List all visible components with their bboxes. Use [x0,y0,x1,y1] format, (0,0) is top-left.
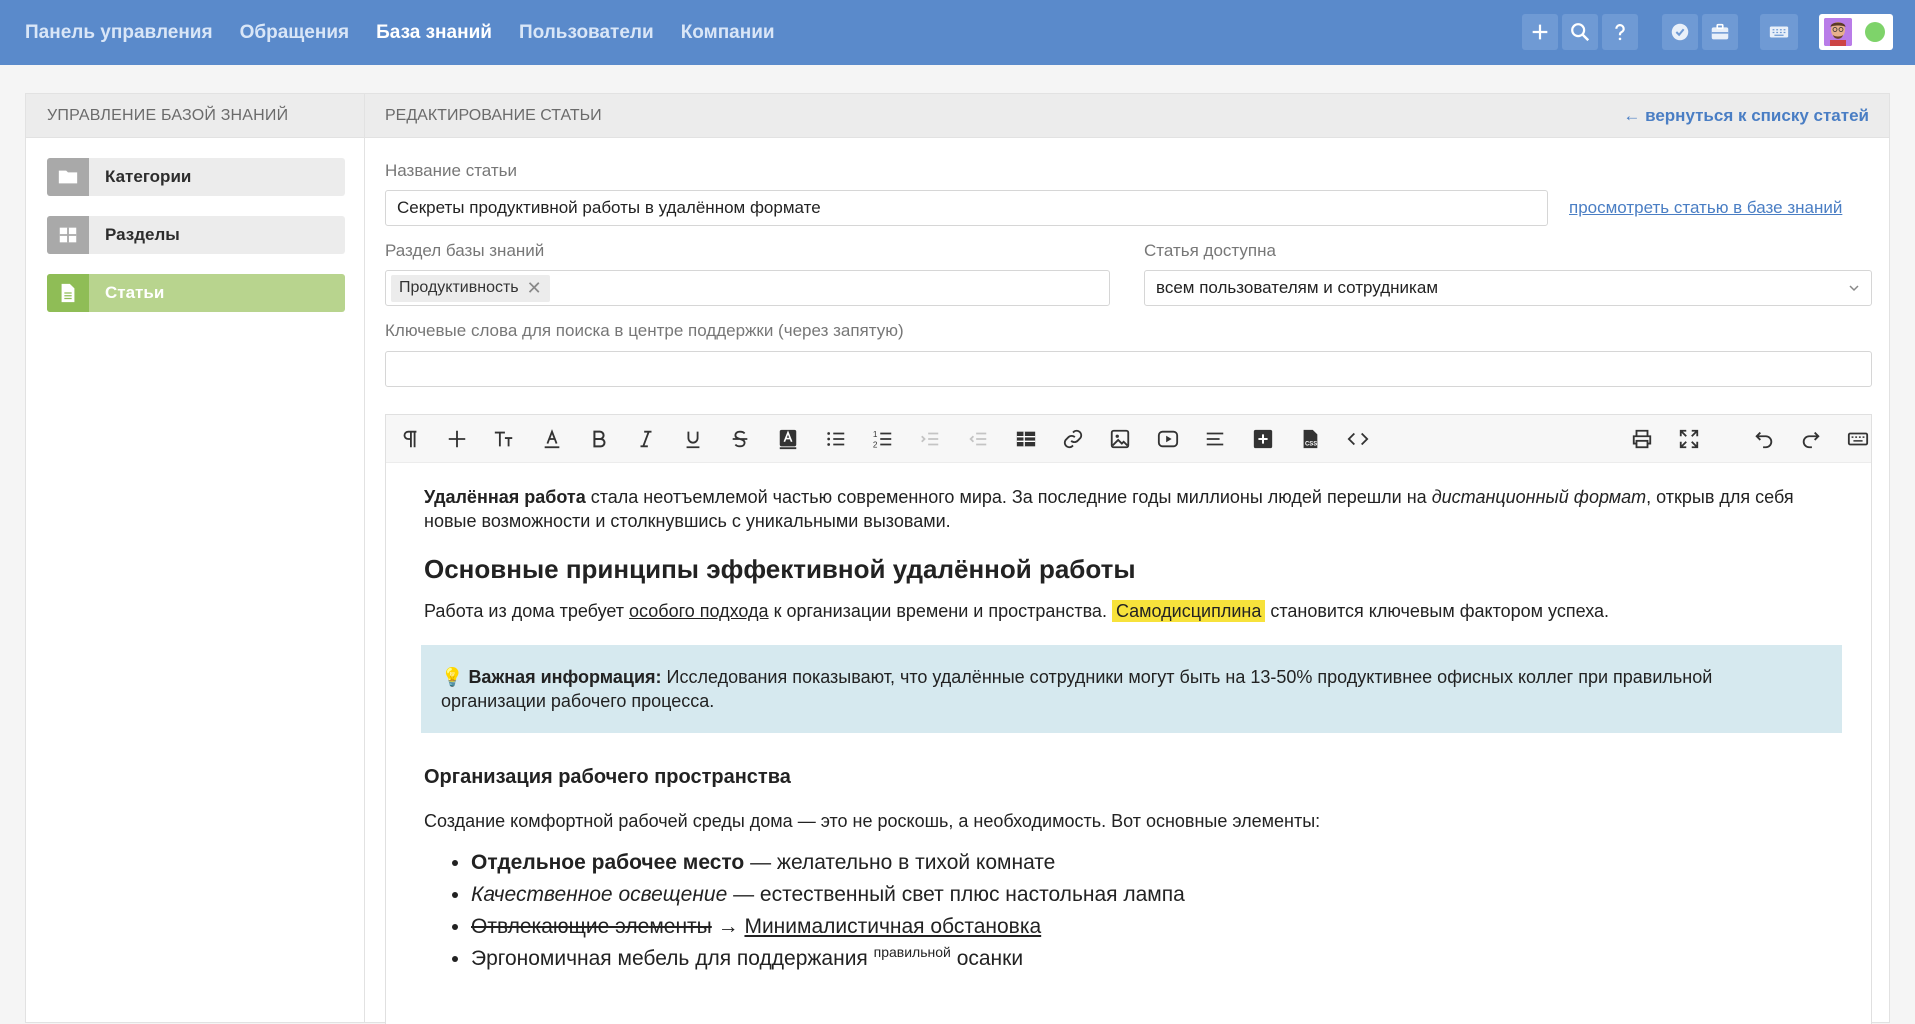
access-select-value: всем пользователям и сотрудникам [1156,278,1439,297]
grid-icon [57,224,79,246]
numbered-list-icon [872,428,894,450]
folder-icon [57,166,79,188]
underline-icon [682,428,704,450]
code-icon [1347,428,1369,450]
redo-icon [1800,428,1822,450]
keyboard-icon [1847,428,1869,450]
intro-paragraph: Удалённая работа стала неотъемлемой частью современного мира. За последние годы миллионы людей перешли на дистанционный формат, открыв для себя новые возможности и столкнувшись с уникальными вызовами. [424,487,1794,531]
sidebar-title: УПРАВЛЕНИЕ БАЗОЙ ЗНАНИЙ [26,94,364,138]
add-button[interactable] [1522,14,1558,50]
align-left-icon [1204,428,1226,450]
insert-block-button[interactable] [1247,423,1279,455]
article-title-input[interactable]: Секреты продуктивной работы в удалённом формате [385,190,1548,226]
code-button[interactable] [1342,423,1374,455]
article-heading: Основные принципы эффективной удалённой работы [424,554,1136,584]
image-icon [1109,428,1131,450]
print-button[interactable] [1626,423,1658,455]
undo-button[interactable] [1748,423,1780,455]
nav-tickets[interactable]: Обращения [239,21,350,43]
editor-toolbar [386,415,1871,463]
keywords-label: Ключевые слова для поиска в центре поддержки (через запятую) [385,321,904,340]
font-size-button[interactable] [488,423,520,455]
sidebar-item-articles[interactable] [47,274,345,312]
outdent-icon [967,428,989,450]
video-button[interactable] [1152,423,1184,455]
css-icon [1299,428,1321,450]
list-item: • Отдельное рабочее место — желательно в тихой комнате [471,847,1839,879]
chevron-down-icon [1847,281,1861,295]
document-icon [58,282,78,304]
sidebar-item-label: Статьи [105,283,165,302]
italic-icon [635,428,657,450]
workspace-heading: Организация рабочего пространства [424,766,791,788]
keyboard-shortcuts-button[interactable] [1842,423,1874,455]
view-article-link[interactable]: просмотреть статью в базе знаний [1569,198,1843,217]
text-background-icon [777,428,799,450]
align-button[interactable] [1199,423,1231,455]
font-color-button[interactable] [536,423,568,455]
table-icon [1015,428,1037,450]
nav-dashboard[interactable]: Панель управления [25,21,213,43]
sidebar-item-label: Категории [105,167,192,186]
elements-list [471,847,1839,975]
top-navigation-bar [0,0,1915,65]
strikethrough-icon [729,428,751,450]
back-to-articles-link[interactable]: ← вернуться к списку статей [1623,106,1869,125]
nav-knowledge-base[interactable]: База знаний [376,21,492,43]
kb-management-panel [25,93,364,1023]
nav-companies[interactable]: Компании [680,21,775,43]
underline-button[interactable] [677,423,709,455]
highlighted-text: Самодисциплина [1112,600,1265,622]
link-button[interactable] [1057,423,1089,455]
principles-paragraph: Работа из дома требует особого подхода к организации времени и пространства. Самодисциплина становится ключевым фактором успеха. [424,601,1610,621]
bold-icon [588,428,610,450]
svg-text:1: 1 [872,430,878,440]
info-callout: 💡 Важная информация: Исследования показывают, что удалённые сотрудники могут быть на 13-50% продуктивнее офисных коллег при правильной организации рабочего процесса. [421,645,1842,733]
svg-text:2: 2 [872,440,878,450]
user-avatar-icon [1824,18,1852,46]
svg-text:CSS: CSS [1304,441,1318,448]
plus-icon [446,428,468,450]
help-icon [1609,21,1631,43]
article-edit-panel [364,93,1890,1023]
help-button[interactable] [1602,14,1638,50]
keywords-input[interactable] [385,351,1872,387]
kb-section-label: Раздел базы знаний [385,241,545,260]
print-icon [1631,428,1653,450]
list-item: • Отвлекающие элементы → Минималистичная обстановка [471,911,1839,943]
online-status-indicator [1865,22,1885,42]
access-select[interactable] [1144,270,1872,306]
workspace-paragraph: Создание комфортной рабочей среды дома — это не роскошь, а необходимость. Вот основные элементы: [424,811,1321,831]
bold-button[interactable] [583,423,615,455]
list-item: • Качественное освещение — естественный свет плюс настольная лампа [471,879,1839,911]
link-icon [1062,428,1084,450]
font-color-icon [541,428,563,450]
access-label: Статья доступна [1144,241,1276,260]
paragraph-icon [399,428,421,450]
video-icon [1157,428,1179,450]
check-badge-icon [1669,21,1691,43]
cases-button[interactable] [1702,14,1738,50]
image-button[interactable] [1104,423,1136,455]
section-tag [391,275,550,302]
keyboard-button[interactable] [1760,14,1798,50]
keyboard-icon [1768,21,1790,43]
tasks-button[interactable] [1662,14,1698,50]
add-button[interactable] [441,423,473,455]
search-button[interactable] [1562,14,1598,50]
bullet-list-button[interactable] [820,423,852,455]
user-menu[interactable] [1819,14,1893,50]
article-title-label: Название статьи [385,161,518,180]
lightbulb-icon: 💡 [441,667,464,687]
text-background-button[interactable] [772,423,804,455]
redo-button[interactable] [1795,423,1827,455]
section-tag-label: Продуктивность [399,279,519,296]
sidebar-item-label: Разделы [105,225,180,244]
page-title: РЕДАКТИРОВАНИЕ СТАТЬИ [385,107,602,124]
nav-users[interactable]: Пользователи [518,21,654,43]
plus-square-icon [1252,428,1274,450]
sidebar-item-sections[interactable] [47,216,345,254]
outdent-button[interactable] [962,423,994,455]
kb-section-input[interactable] [385,270,1110,306]
table-button[interactable] [1010,423,1042,455]
editor-content[interactable] [424,485,1839,975]
sidebar-item-categories[interactable] [47,158,345,196]
list-item: • Эргономичная мебель для поддержания $^{правильной}$ осанки [471,943,1839,975]
fullscreen-button[interactable] [1673,423,1705,455]
fullscreen-icon [1678,428,1700,450]
plus-icon [1529,21,1551,43]
bullet-list-icon [825,428,847,450]
remove-tag-icon[interactable]: ✕ [526,277,542,298]
italic-button[interactable] [630,423,662,455]
undo-icon [1753,428,1775,450]
indent-button[interactable] [914,423,946,455]
paragraph-button[interactable] [394,423,426,455]
numbered-list-button[interactable] [867,423,899,455]
css-button[interactable] [1294,423,1326,455]
briefcase-icon [1709,21,1731,43]
search-icon [1569,21,1591,43]
rich-text-editor [385,414,1872,1024]
strikethrough-button[interactable] [724,423,756,455]
font-size-icon [493,428,515,450]
indent-icon [919,428,941,450]
avatar [1824,18,1852,46]
main-nav [25,0,802,65]
